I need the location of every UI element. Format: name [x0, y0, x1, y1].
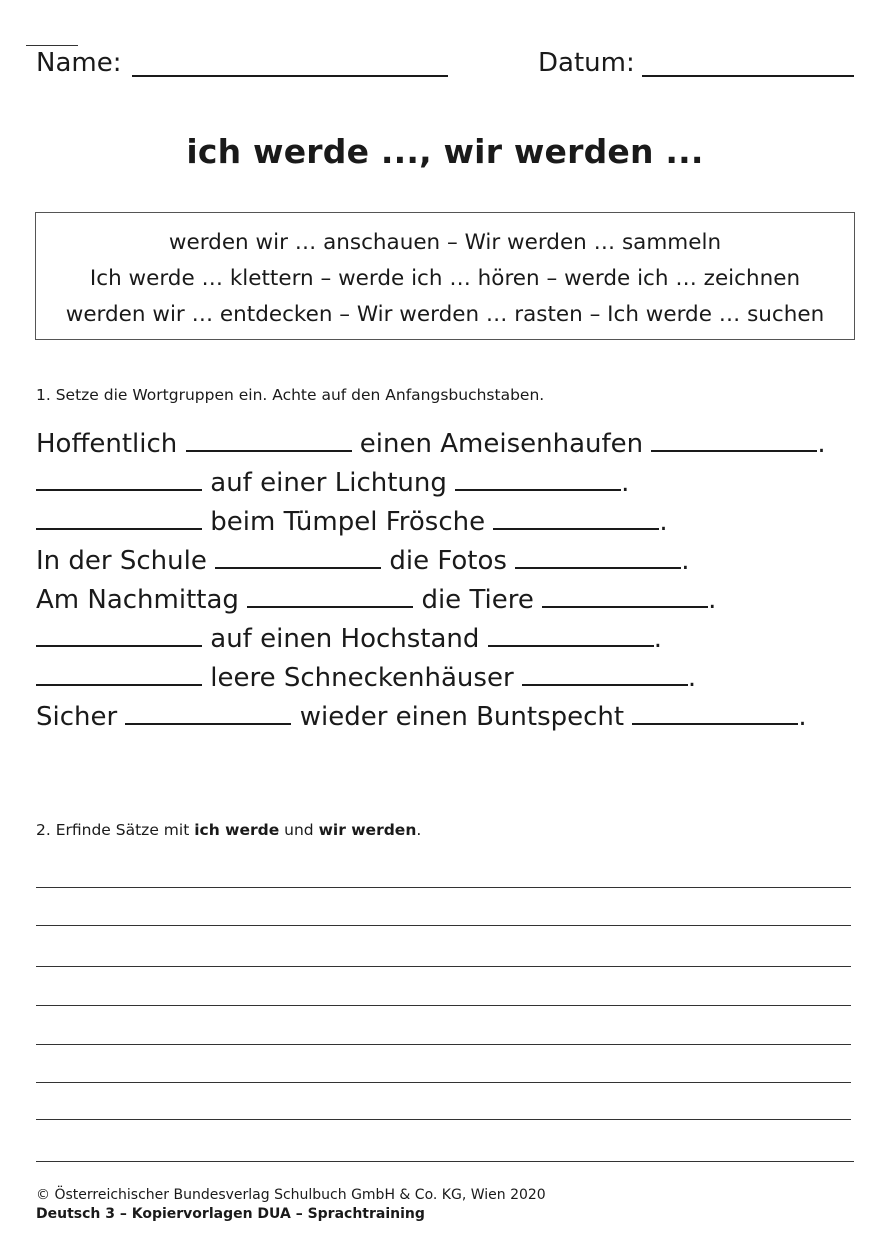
sentence-middle: die Tiere [413, 585, 543, 615]
blank-1[interactable] [36, 524, 202, 530]
sentence-middle: leere Schneckenhäuser [202, 663, 522, 693]
sentence [36, 659, 866, 698]
blank-1[interactable] [36, 485, 202, 491]
sentence [36, 542, 866, 581]
blank-1[interactable] [125, 719, 291, 725]
word-box [35, 212, 855, 340]
sentence [36, 581, 866, 620]
task2-connector: und [279, 821, 319, 839]
blank-1[interactable] [36, 680, 202, 686]
blank-1[interactable] [36, 641, 202, 647]
writing-line[interactable] [36, 1082, 851, 1083]
blank-2[interactable] [651, 446, 817, 452]
blank-2[interactable] [515, 563, 681, 569]
sentence-end: . [681, 546, 690, 576]
blank-1[interactable] [215, 563, 381, 569]
blank-1[interactable] [186, 446, 352, 452]
writing-line[interactable] [36, 1005, 851, 1006]
task2-prefix: 2. Erfinde Sätze mit [36, 821, 195, 839]
writing-line[interactable] [36, 1119, 851, 1120]
task2-suffix: . [416, 821, 422, 839]
blank-2[interactable] [632, 719, 798, 725]
page-title: ich werde ..., wir werden ... [186, 132, 704, 171]
sentence [36, 698, 866, 737]
sentence [36, 620, 866, 659]
sentence-end: . [817, 429, 826, 459]
blank-2[interactable] [542, 602, 708, 608]
sentence-middle: einen Ameisenhaufen [351, 429, 652, 459]
task2-keyword-wir-werden: wir werden [318, 821, 417, 839]
word-box-line: werden wir … anschauen – Wir werden … sammeln [168, 230, 722, 255]
sentence [36, 425, 866, 464]
sentence [36, 503, 866, 542]
task2-instruction [36, 820, 421, 840]
sentence-middle: die Fotos [381, 546, 516, 576]
date-label: Datum: [538, 48, 635, 78]
name-label: Name: [36, 48, 122, 78]
sentence-end: . [708, 585, 717, 615]
sentence-middle: beim Tümpel Frösche [202, 507, 494, 537]
blank-1[interactable] [247, 602, 413, 608]
sentence-start: Am Nachmittag [36, 585, 248, 615]
sentence-start: Hoffentlich [36, 429, 186, 459]
sentence-list [36, 425, 866, 737]
sentence-middle: auf einer Lichtung [202, 468, 456, 498]
sentence-end: . [653, 624, 662, 654]
sentence-end: . [687, 663, 697, 693]
corner-mark [26, 45, 78, 46]
sentence-middle: auf einen Hochstand [202, 624, 488, 654]
task1-instruction: 1. Setze die Wortgruppen ein. Achte auf den Anfangsbuchstaben. [36, 386, 545, 404]
blank-2[interactable] [493, 524, 659, 530]
word-box-line: Ich werde … klettern – werde ich … hören – werde ich … zeichnen [89, 266, 801, 291]
writing-line[interactable] [36, 1044, 851, 1045]
footer-series: Deutsch 3 – Kopiervorlagen DUA – Sprachtraining [36, 1206, 425, 1222]
name-field-line[interactable] [132, 75, 448, 77]
footer-copyright: © Österreichischer Bundesverlag Schulbuch GmbH & Co. KG, Wien 2020 [36, 1187, 546, 1203]
footer-divider [36, 1161, 854, 1162]
date-field-line[interactable] [642, 75, 854, 77]
sentence-middle: wieder einen Buntspecht [291, 702, 633, 732]
task2-keyword-ich-werde: ich werde [194, 821, 280, 839]
writing-line[interactable] [36, 887, 851, 888]
sentence-end: . [659, 507, 668, 537]
writing-line[interactable] [36, 925, 851, 926]
sentence [36, 464, 866, 503]
writing-line[interactable] [36, 966, 851, 967]
blank-2[interactable] [455, 485, 621, 491]
sentence-start: In der Schule [36, 546, 216, 576]
sentence-end: . [798, 702, 807, 732]
word-box-line: werden wir … entdecken – Wir werden … rasten – Ich werde … suchen [65, 302, 825, 327]
blank-2[interactable] [488, 641, 654, 647]
blank-2[interactable] [522, 680, 688, 686]
sentence-start: Sicher [36, 702, 126, 732]
sentence-end: . [621, 468, 630, 498]
